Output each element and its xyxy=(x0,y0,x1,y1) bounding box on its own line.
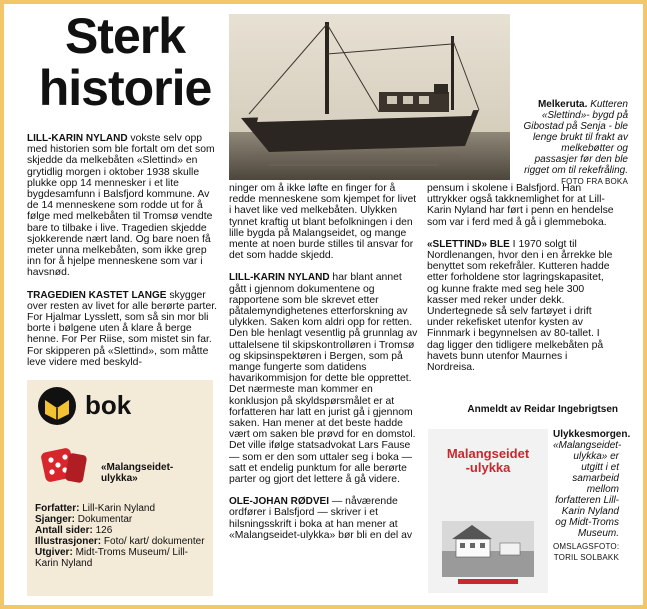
paragraph xyxy=(427,239,617,373)
fact-row xyxy=(35,514,210,525)
paragraph xyxy=(27,290,222,368)
fact-value: Foto/ kart/ dokumenter xyxy=(101,536,205,547)
fact-value: Lill-Karin Nyland xyxy=(79,503,156,514)
factbox-book-title: «Malangseidet-ulykka» xyxy=(101,462,174,484)
fact-label: Forfatter: xyxy=(35,503,80,514)
paragraph-text: vokste selv opp med historien som ble fortalt om det som skjedde da melkebåten «Slettind» en grytidlig morgen i oktober 1938 skulle plukke opp 14 mennesker i et lite bygdesamfunn i Balsfjord kommune. Av de 14 menneskene som rodde ut for å følge med melkebåten til Tromsø vendte bare to tilbake i live. Tragedien skjedde sjokkerende nært land. Og bare noen få meter unna melkebåten, som ikke grep inn for å hjelpe menneskene som var i havsnød. xyxy=(27,133,215,279)
cover-caption-text: «Malangseidet-ulykka» er utgitt i et samarbeid mellom forfatteren Lill-Karin Nyland og Midt-Troms Museum. xyxy=(553,440,622,539)
factbox-header xyxy=(37,386,197,430)
caption-text: Kutteren «Slettind»- bygd på Gibostad på Senja - ble lenge brukt til frakt av melkebøtter og passasjer før den ble rigget om til rekefråling. xyxy=(523,99,628,176)
paragraph-lead: «SLETTIND» BLE xyxy=(427,238,510,250)
fact-label: Utgiver: xyxy=(35,547,73,558)
cover-caption-credit: OMSLAGSFOTO: TORIL SOLBAKK xyxy=(553,542,620,562)
factbox-facts xyxy=(35,503,210,569)
main-photo xyxy=(229,14,510,180)
paragraph xyxy=(427,183,617,228)
cover-caption xyxy=(553,429,631,563)
factbox-heading: bok xyxy=(85,390,132,420)
reviewer-byline: Anmeldt av Reidar Ingebrigtsen xyxy=(467,404,618,415)
paragraph-lead: LILL-KARIN NYLAND xyxy=(229,272,330,284)
fact-label: Sjanger: xyxy=(35,514,76,525)
fact-label: Illustrasjoner: xyxy=(35,536,102,547)
paragraph xyxy=(229,183,421,261)
cover-house-photo xyxy=(428,429,548,593)
paragraph-lead: OLE-JOHAN RØDVEI xyxy=(229,496,330,508)
photo-caption xyxy=(516,99,628,187)
paragraph-lead: LILL-KARIN NYLAND xyxy=(27,133,128,144)
fact-row xyxy=(35,525,210,536)
caption-title: Melkeruta. xyxy=(537,99,588,110)
cover-title-line-1: Malangseidet xyxy=(446,446,530,461)
headline-line-1: Sterk xyxy=(64,8,186,64)
headline xyxy=(30,10,220,114)
paragraph xyxy=(229,272,421,485)
dice-icon xyxy=(41,444,89,488)
article-column-2 xyxy=(229,183,421,552)
book-factbox xyxy=(27,380,213,596)
paragraph-text: skygger over resten av livet for alle berørte parter. For Hjalmar Lysslett, som så sin mor bli borte i bølgene uten å klare å berge henne. For Per Riise, som mistet sin far. For skipperen på «Slettind», som måtte leve videre med beskyld- xyxy=(27,289,217,368)
fact-label: Antall sider: xyxy=(35,525,93,536)
paragraph-text: — nåværende ordfører i Balsfjord — skriver i et hilsningsskrift i boka at han mener at «Malangseidet-ulykka» bør bli en del av xyxy=(229,496,413,541)
boat-photo-illustration xyxy=(229,14,510,180)
fact-row xyxy=(35,503,210,514)
paragraph-text: ninger om å ikke løfte en finger for å redde menneskene som kjempet for livet i havet like ved melkebåten. Ulykken tynnet kraftig ut blant befolkningen i den lille bygda på Malangseidet, og mange mente at noen burde stilles til ansvar for det som hadde skjedd. xyxy=(229,183,417,262)
book-logo-icon xyxy=(37,386,77,426)
paragraph-text: har blant annet gått i gjennom dokumentene og rapportene som ble skrevet etter påtalemyndighetenes etterforskning av ulykken. Saken kom aldri opp for retten. Den ble henlagt vesentlig på grunnlag av uttalelsene til skipskontrolløren i Tromsø og skipsinspektøren i Bergen, som på mange fungerte som datidens havarikommisjon for dette ble opprettet. Det nærmeste man kommer en konklusjon på skyldspørsmålet er at forfatteren har latt en jurist gå i gjennom saken. Han mener at det beste hadde vært om saken ble prøvd for en domstol. Det ville ifølge statsadvokat Lars Fause — som er den som uttaler seg i boka — satt et endelig punktum for alle berørte parter og gjort det lettere å gå videre. xyxy=(229,272,418,486)
paragraph-text: pensum i skolene i Balsfjord. Han uttrykker også takknemlighet for at Lill-Karin Nyland har ført i penn en hendelse som var i ferd med å gå i glemmeboka. xyxy=(427,183,614,228)
headline-line-2: historie xyxy=(38,60,212,116)
fact-value: Dokumentar xyxy=(75,514,133,525)
book-cover xyxy=(428,429,548,593)
fact-value: 126 xyxy=(92,525,113,536)
paragraph xyxy=(229,496,421,541)
paragraph-text: I 1970 solgt til Nordlenangen, hvor den i en årrekke ble benyttet som rekefråler. Kutteren hadde etter forholdene stor lagringskapasitet, og kunne frakte med seg hele 300 kasser med reker under dekk. Undertegnede så selv fartøyet i drift under rekefisket utenfor kysten av Finnmark i begynnelsen av 80-tallet. I dag ligger den tidligere melkebåten på havets bunn utenfor Maurnes i Nordreisa. xyxy=(427,238,613,374)
fact-row xyxy=(35,547,210,569)
article-column-1 xyxy=(27,133,222,379)
cover-caption-title: Ulykkesmorgen. xyxy=(553,429,631,440)
paragraph xyxy=(27,133,222,279)
fact-row xyxy=(35,536,210,547)
cover-title-line-2: -ulykka xyxy=(465,460,511,475)
fact-value: Midt-Troms Museum/ Lill-Karin Nyland xyxy=(35,547,188,569)
paragraph-lead: TRAGEDIEN KASTET LANGE xyxy=(27,289,167,301)
caption-credit: FOTO FRA BOKA xyxy=(561,177,628,186)
article-column-3 xyxy=(427,183,617,384)
